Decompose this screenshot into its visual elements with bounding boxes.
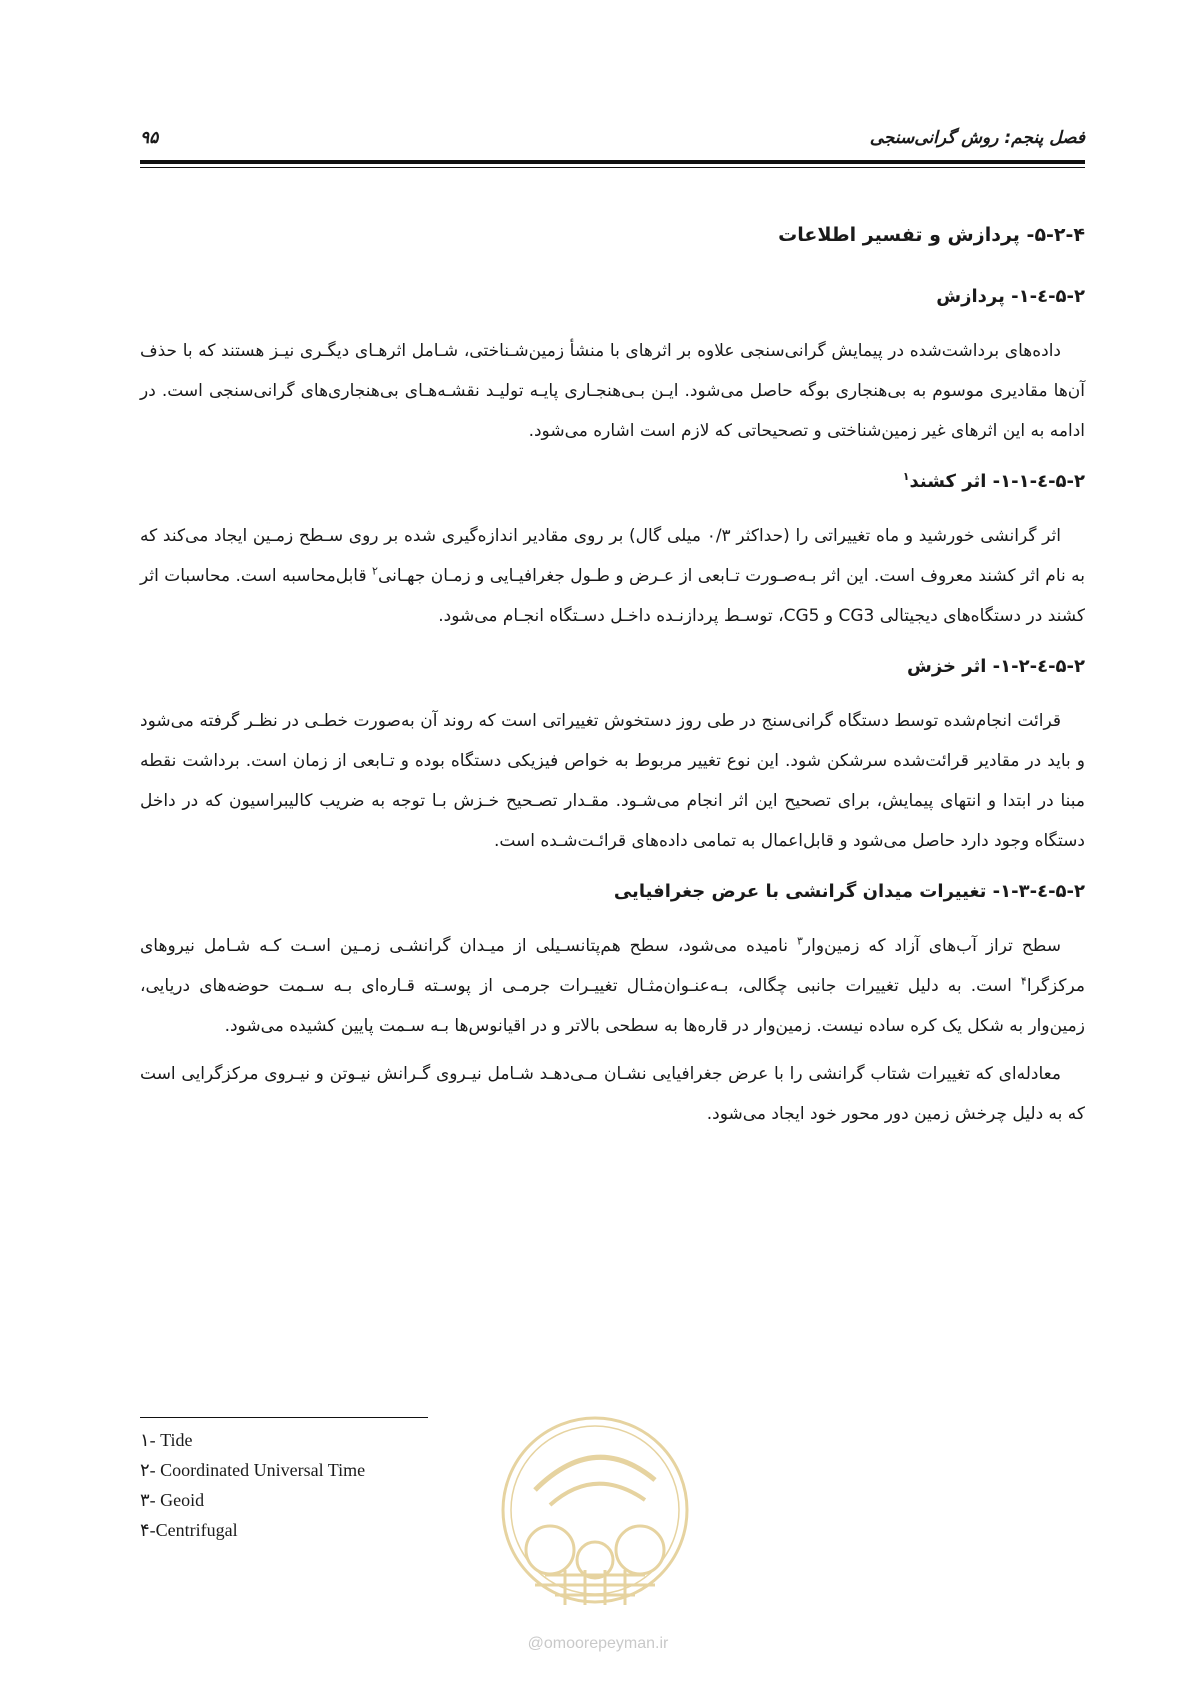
footnote-rule — [140, 1417, 428, 1418]
footnotes — [140, 1425, 365, 1545]
footnote-ref-1: ۱ — [902, 470, 910, 483]
geoid-text-b: نامیده می‌شود، سطح هم‌پتانسـیلی از میـدان گرانشـی زمـین اسـت کـه شـامل نیروهای مرکزگرا — [140, 936, 1085, 996]
paragraph-processing: داده‌های برداشت‌شده در پیمایش گرانی‌سنجی علاوه بر اثرهای با منشأ زمین‌شـناختی، شـامل اثرهـای دیگـری نیـز هستند که با حذف آن‌ها مقادیری موسوم به بی‌هنجاری بوگه حاصل می‌شود. ایـن بـی‌هنجـاری پایـه تولیـد نقشـه‌هـای بی‌هنجاری‌های گرانی‌سنجی است. در ادامه به این اثرهای غیر زمین‌شناختی و تصحیحاتی که لازم است اشاره می‌شود. — [140, 341, 1085, 441]
paragraph-tide — [140, 516, 1085, 636]
body-content — [140, 210, 1085, 1142]
footnote-ref-3: ۳ — [796, 934, 803, 948]
geoid-text-c: است. به دلیل تغییرات جانبی چگالی، بـه‌عنـوان‌مثـال تغییـرات جرمـی از پوسـته قـاره‌ای بـه سـمت حوضه‌های دریایی، زمین‌وار به شکل یک کره ساده نیست. زمین‌وار در قاره‌ها به سطحی بالاتر و در اقیانوس‌ها بـه سـمت پایین کشیده می‌شود. — [140, 976, 1085, 1036]
section-heading-latitude: ۵-۲-٤-۱-۳- تغییرات میدان گرانشی با عرض جغرافیایی — [613, 881, 1085, 902]
paragraph-equation: معادله‌ای که تغییرات شتاب گرانشی را با عرض جغرافیایی نشـان مـی‌دهـد شـامل نیـروی گـرانش نیـوتن و نیـروی مرکزگرایی است که به دلیل چرخش زمین دور محور خود ایجاد می‌شود. — [140, 1064, 1085, 1124]
footnote-ref-4: ۴ — [1020, 974, 1027, 988]
footnote-1: ۱- Tide — [140, 1430, 193, 1450]
section-heading-drift: ۵-۲-٤-۱-۲- اثر خزش — [906, 656, 1085, 677]
running-header — [140, 128, 1085, 158]
page-number: ۹۵ — [140, 128, 159, 148]
paragraph-geoid — [140, 926, 1085, 1046]
footnote-3: ۳- Geoid — [140, 1490, 205, 1510]
running-title: فصل پنجم: روش گرانی‌سنجی — [869, 128, 1085, 148]
footnote-ref-2: ۲ — [372, 564, 378, 578]
tide-heading-text: ۵-۲-٤-۱-۱- اثر کشند — [909, 471, 1085, 492]
header-rule-thick — [140, 160, 1085, 164]
section-heading-tide — [140, 471, 1085, 492]
main-heading: ۵-۲-۴- پردازش و تفسیر اطلاعات — [778, 224, 1085, 246]
footnote-2: ۲- Coordinated Universal Time — [140, 1460, 366, 1480]
tide-text-a: اثر گرانشی خورشید و ماه تغییراتی را (حداکثر ۰/۳ میلی گال) بر روی مقادیر اندازه‌گیری شده بر روی سـطح زمـین ایجاد می‌کند که به نام اثر کشند معروف است. این اثر بـه‌صـورت تـابعی از عـرض و طـول جغرافیـایی و زمـان جهـانی — [140, 526, 1085, 586]
geoid-text-a: سطح تراز آب‌های آزاد که زمین‌وار — [802, 936, 1061, 956]
section-heading-processing: ۵-۲-٤-۱- پردازش — [936, 286, 1085, 307]
footnote-4: ۴-Centrifugal — [140, 1520, 238, 1540]
paragraph-drift: قرائت انجام‌شده توسط دستگاه گرانی‌سنج در طی روز دستخوش تغییراتی است که روند آن به‌صورت خطـی در نظـر گرفته می‌شود و باید در مقادیر قرائت‌شده سرشکن شود. این نوع تغییر مربوط به خواص فیزیکی دستگاه بوده و تـابعی از زمان است. برداشت نقطه مبنا در ابتدا و انتهای پیمایش، برای تصحیح این اثر انجام می‌شـود. مقـدار تصـحیح خـزش بـا توجه به ضریب کالیبراسیون که در داخل دستگاه وجود دارد حاصل می‌شود و قابل‌اعمال به تمامی داده‌های قرائـت‌شـده است. — [140, 711, 1085, 851]
tide-text-b: قابل‌محاسبه است. محاسبات اثر کشند در دستگاه‌های دیجیتالی CG3 و CG5، توسـط پردازنـده داخـل دسـتگاه انجـام می‌شود. — [140, 566, 1085, 626]
watermark-logo-icon — [495, 1410, 695, 1620]
header-rule-thin — [140, 167, 1085, 168]
watermark-text: @omoorepeyman.ir — [527, 1635, 669, 1652]
